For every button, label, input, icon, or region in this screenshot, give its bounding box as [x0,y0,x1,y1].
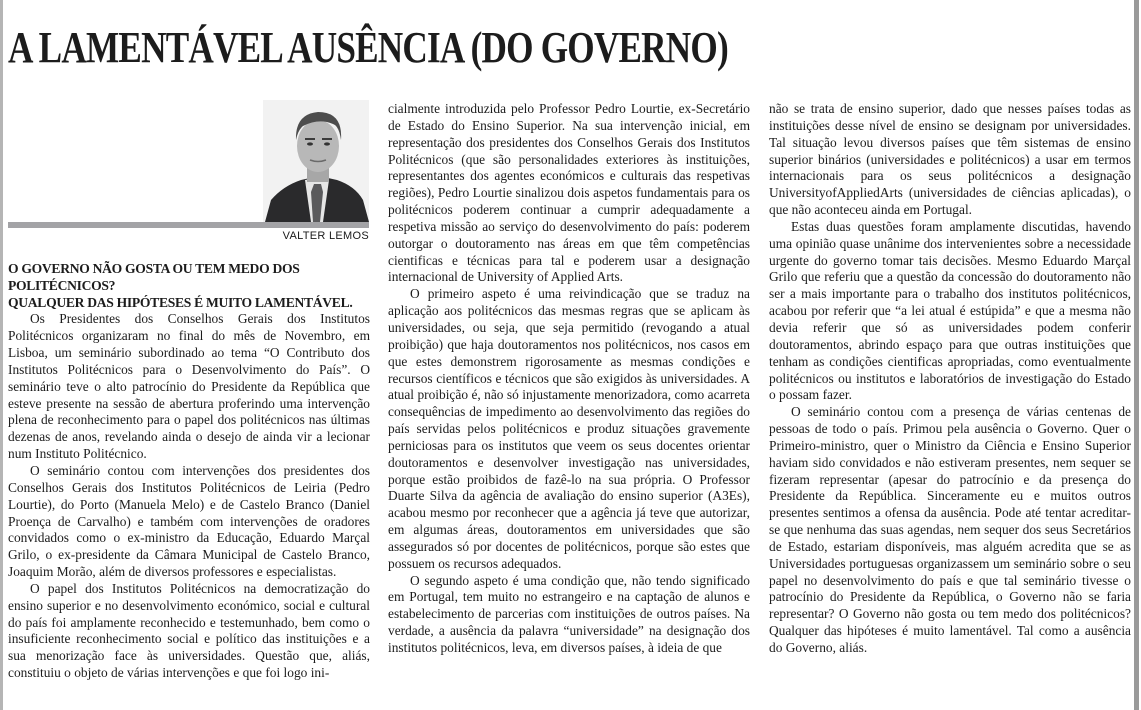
author-portrait-icon [263,100,369,222]
author-photo [263,100,369,222]
article-column-3 [769,101,1131,657]
article-column-2 [388,101,750,657]
paragraph: O seminário contou com intervenções dos presidentes dos Conselhos Gerais dos Institutos Politécnicos de Leiria (Pedro Lourtie), do Porto (Manuela Melo) e de Castelo Branco (Daniel Proença de Carvalho) e também com intervenções de oradores convidados como o ex-ministro da Educação, Eduardo Marçal Grilo, o ex-presidente da Câmara Municipal de Castelo Branco, Joaquim Morão, além de diversos professores e especialistas. [8,462,370,580]
article-column-1 [8,261,370,682]
page-edge-right-scrollbar[interactable] [1134,0,1139,710]
article-headline: A LAMENTÁVEL AUSÊNCIA (DO GOVERNO) [8,23,728,72]
paragraph: O segundo aspeto é uma condição que, não tendo significado em Portugal, tem muito no estrangeiro e na captação de alunos e estabelecimento de parcerias com instituições de outros países. Na verdade, a ausência da palavra “universidade” na designação dos institutos politécnicos, leva, em diversos países, à ideia de que [388,572,750,655]
kicker-line-1: O GOVERNO NÃO GOSTA OU TEM MEDO DOS POLITÉCNICOS? [8,261,300,293]
kicker-line-2: QUALQUER DAS HIPÓTESES É MUITO LAMENTÁVEL. [8,294,353,310]
paragraph: não se trata de ensino superior, dado que nesses países todas as instituições desse nível de ensino se designam por universidades. Tal situação levou diversos países que têm sistemas de ensino superior binários (universidades e politécnicos) a usar em termos internacionais para os seus politécnicos a designação UniversityofAppliedArts (universidades de ciências aplicadas), o que não aconteceu ainda em Portugal. [769,101,1131,218]
paragraph: cialmente introduzida pelo Professor Pedro Lourtie, ex-Secretário de Estado do Ensino Superior. Na sua intervenção inicial, em representação dos presidentes dos Conselhos Gerais dos Institutos Politécnicos (que são personalidades exteriores às instituições, representantes dos agentes económicos e culturais das respetivas regiões), Pedro Lourtie sinalizou dois aspetos fundamentais para os politécnicos poderem continuar a cumprir adequadamente a respetiva missão ao serviço do desenvolvimento do país: poderem outorgar o doutoramento nas áreas em que têm competências cientificas e técnicas para tal e poderem usar a designação internacional de University of Applied Arts. [388,101,750,285]
photo-divider-bar [8,222,369,228]
paragraph: O papel dos Institutos Politécnicos na democratização do ensino superior e no desenvolvimento económico, social e cultural do país foi amplamente reconhecido e testemunhado, bem como o insuficiente reconhecimento social e político das instituições e a sua menorização face às universidades. Questão que, aliás, constituiu o objeto de várias intervenções e que foi logo ini- [8,580,370,681]
paragraph: Os Presidentes dos Conselhos Gerais dos Institutos Politécnicos organizaram no final do mês de Novembro, em Lisboa, um seminário subordinado ao tema “O Contributo dos Institutos Politécnicos para o Desenvolvimento do País”. O seminário teve o alto patrocínio do Presidente da República que esteve presente na sessão de abertura proferindo uma intervenção plena de reconhecimento para o papel dos politécnicos nas últimas dezenas de anos, revelando ainda o desejo de ainda vir a lecionar num Instituto Politécnico. [8,311,370,462]
paragraph: Estas duas questões foram amplamente discutidas, havendo uma opinião quase unânime dos intervenientes sobre a necessidade urgente do governo tomar tais decisões. Mesmo Eduardo Marçal Grilo que referiu que a questão da concessão do doutoramento não ser a mais importante para o trabalho dos institutos politécnicos, acabou por referir que “a lei atual é estúpida” e que a mesma não devia referir que só as universidades podem conferir doutoramentos, abrindo espaço para que outras instituições que tenham as condições cientificas apropriadas, como eventualmente politécnicos ou institutos e laboratórios de investigação do Estado o possam fazer. [769,218,1131,403]
author-byline: VALTER LEMOS [282,230,369,242]
page-edge-left [0,0,3,710]
paragraph: O primeiro aspeto é uma reivindicação que se traduz na aplicação aos politécnicos das mesmas regras que se aplicam às universidades, ou seja, que seja permitido (revogando a atual proibição) que haja doutoramentos nos politécnicos, nos casos em que estes demonstrem rigorosamente as mesmas condições e recursos científicos e técnicos que são exigidos às universidades. A atual proibição é, não só injustamente menorizadora, como acarreta consequências de impedimento ao desenvolvimento das regiões do país servidas pelos politécnicos e produz situações gravemente perniciosas para os institutos que veem os seus docentes orientar doutoramentos e desenvolver investigação nas universidades, porque estão proibidos de fazê-lo na sua própria. O Professor Duarte Silva da agência de avaliação do ensino superior (A3Es), acabou mesmo por reconhecer que a agência já teve que autorizar, em algumas áreas, doutoramentos em universidades que são assegurados só por docentes de politécnicos, porque são estes que possuem os recursos adequados. [388,286,750,571]
paragraph: O seminário contou com a presença de várias centenas de pessoas de todo o país. Primou pela ausência o Governo. Quer o Primeiro-ministro, quer o Ministro da Ciência e Ensino Superior haviam sido convidados e não estiveram presentes, nem sequer se fizeram representar (apesar do patrocínio e da presença do Presidente da República. Sinceramente eu e muitos outros presentes sentimos a ofensa da ausência. Pode até tentar acreditar-se que nenhuma das suas agendas, nem sequer dos seus Secretários de Estado, estariam disponíveis, mas alguém acredita que se as Universidades portuguesas organizassem um seminário sobre o seu papel no desenvolvimento do país e que tal seminário tivesse o patrocínio do Presidente da República, o Governo não se faria representar? O Governo não gosta ou tem medo dos politécnicos? Qualquer das hipóteses é muito lamentável. Tal como a ausência do Governo, aliás. [769,404,1131,655]
